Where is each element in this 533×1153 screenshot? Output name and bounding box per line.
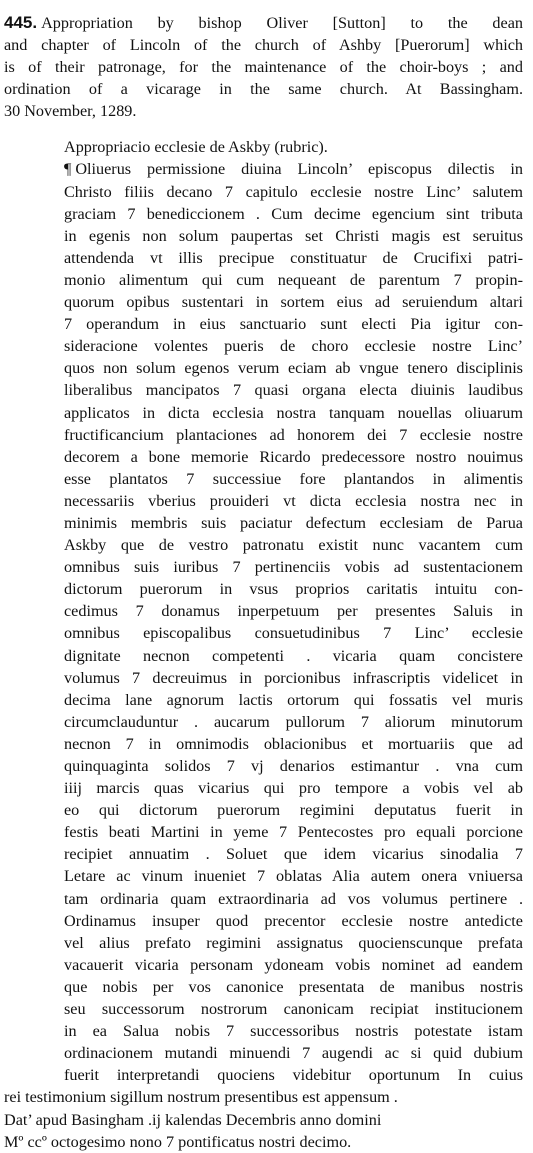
- text-line: cedimus 7 donamus inperpetuum per presentes Saluis in: [64, 602, 523, 621]
- closing-line: Mº ccº octogesimo nono 7 pontificatus nostri decimo.: [4, 1132, 352, 1151]
- text-line: omnibus episcopalibus consuetudinibus 7 Linc’ ecclesie: [64, 624, 523, 643]
- heading-line: is of their patronage, for the maintenance of the choir-boys ; and: [4, 58, 523, 77]
- text-line: necnon 7 in omnimodis oblacionibus et mortuariis que ad: [64, 734, 523, 753]
- text-line: minimis membris suis paciatur defectum ecclesiam de Parua: [64, 513, 523, 532]
- text-line: quorum opibus sustentari in sortem eius ad seruiendum altari: [64, 293, 523, 312]
- text-line: esse plantatos 7 successiue fore plantandos in alimentis: [64, 469, 523, 488]
- text-line: necessariis vberius prouideri vt dicta ecclesia nostra nec in: [64, 491, 523, 510]
- heading-line: 30 November, 1289.: [4, 102, 137, 121]
- text-line: in egenis non solum paupertas set Christi magis est seruitus: [64, 226, 523, 245]
- text-line: volumus 7 decreuimus in porcionibus infrascriptis videlicet in: [64, 668, 523, 687]
- text-line: sideracione volentes pueris de choro ecclesie nostre Linc’: [64, 337, 523, 356]
- text-line: iiij marcis quas vicarius qui pro tempore a vobis vel ab: [64, 779, 523, 798]
- text-line: fuerit interpretandi quociens videbitur oportunum In cuius: [64, 1066, 523, 1085]
- text-line: vel alius prefato regimini assignatus quocienscunque prefata: [64, 933, 523, 952]
- heading-line: 445. Appropriation by bishop Oliver [Sutton] to the dean: [4, 13, 523, 32]
- text-line: festis beati Martini in yeme 7 Pentecostes pro equali porcione: [64, 823, 523, 842]
- rubric-line: Appropriacio ecclesie de Askby (rubric).: [64, 138, 328, 157]
- text-line: decorem a bone memorie Ricardo predecessore nostro nouimus: [64, 447, 523, 466]
- text-line: tam ordinaria quam extraordinaria ad vos volumus pertinere .: [64, 889, 523, 908]
- text-line: liberalibus mancipatos 7 quasi organa electa diuinis laudibus: [64, 381, 523, 400]
- entry-number: 445.: [4, 13, 38, 32]
- charter-text: [64, 158, 523, 1086]
- text-line: 7 operandum in eius sanctuario sunt electi Pia igitur con-: [64, 315, 523, 334]
- text-line: in ea Salua nobis 7 successoribus nostris potestate istam: [64, 1022, 523, 1041]
- text-line: eo qui dictorum puerorum regimini deputatus fuerit in: [64, 801, 523, 820]
- heading-line: ordination of a vicarage in the same church. At Bassingham.: [4, 80, 523, 99]
- text-line: Ordinamus insuper quod precentor ecclesie nostre antedicte: [64, 911, 523, 930]
- text-line: ordinacionem mutandi minuendi 7 augendi ac si quid dubium: [64, 1044, 523, 1063]
- text-line: omnibus suis iuribus 7 pertinenciis vobis ad sustentacionem: [64, 558, 523, 577]
- closing-line: Dat’ apud Basingham .ij kalendas Decembris anno domini: [4, 1110, 382, 1129]
- text-line: decima lane agnorum lactis ortorum qui fossatis vel muris: [64, 690, 523, 709]
- text-line: Askby que de vestro patronatu existit nunc vacantem cum: [64, 536, 523, 555]
- text-line: ¶ Oliuerus permissione diuina Lincoln’ episcopus dilectis in: [64, 160, 523, 179]
- text-line: que nobis per vos canonice presentata de manibus nostris: [64, 977, 523, 996]
- text-line: Letare ac vinum inueniet 7 oblatas Alia autem onera vniuersa: [64, 867, 523, 886]
- entry-heading: [4, 12, 523, 122]
- text-line: attendenda vt illis precipue constituatur de Crucifixi patri-: [64, 248, 523, 267]
- text-line: circumclauduntur . aucarum pullorum 7 aliorum minutorum: [64, 712, 523, 731]
- charter-closing: [4, 1086, 523, 1152]
- text-line: dignitate necnon competenti . vicaria quam concistere: [64, 646, 523, 665]
- text-line: recipiet annuatim . Soluet que idem vicarius sinodalia 7: [64, 845, 523, 864]
- text-line: dictorum puerorum in vsus proprios caritatis intuitu con-: [64, 580, 523, 599]
- closing-line: rei testimonium sigillum nostrum presentibus est appensum .: [4, 1088, 398, 1107]
- text-line: monio alimentum qui cum nequeant de parentum 7 propin-: [64, 270, 523, 289]
- text-line: applicatos in dicta ecclesia nostra tanquam nouellas oliuarum: [64, 403, 523, 422]
- paragraph-mark: ¶: [64, 160, 72, 179]
- text-line: vacauerit vicaria personam ydoneam vobis nominet ad eandem: [64, 955, 523, 974]
- text-line: graciam 7 benediccionem . Cum decime egencium sint tributa: [64, 204, 523, 223]
- text-line: Christo filiis decano 7 capitulo ecclesie nostre Linc’ salutem: [64, 182, 523, 201]
- text-line: quinquaginta solidos 7 vj denarios estimantur . vna cum: [64, 757, 523, 775]
- heading-line: and chapter of Lincoln of the church of Ashby [Puerorum] which: [4, 36, 523, 55]
- text-line: quos non solum egenos verum eciam ab vngue tenero disciplinis: [64, 359, 523, 378]
- text-line: seu successorum nostrorum canonicam recipiat institucionem: [64, 1000, 523, 1019]
- text-line: fructificancium plantaciones ad honorem dei 7 ecclesie nostre: [64, 425, 523, 444]
